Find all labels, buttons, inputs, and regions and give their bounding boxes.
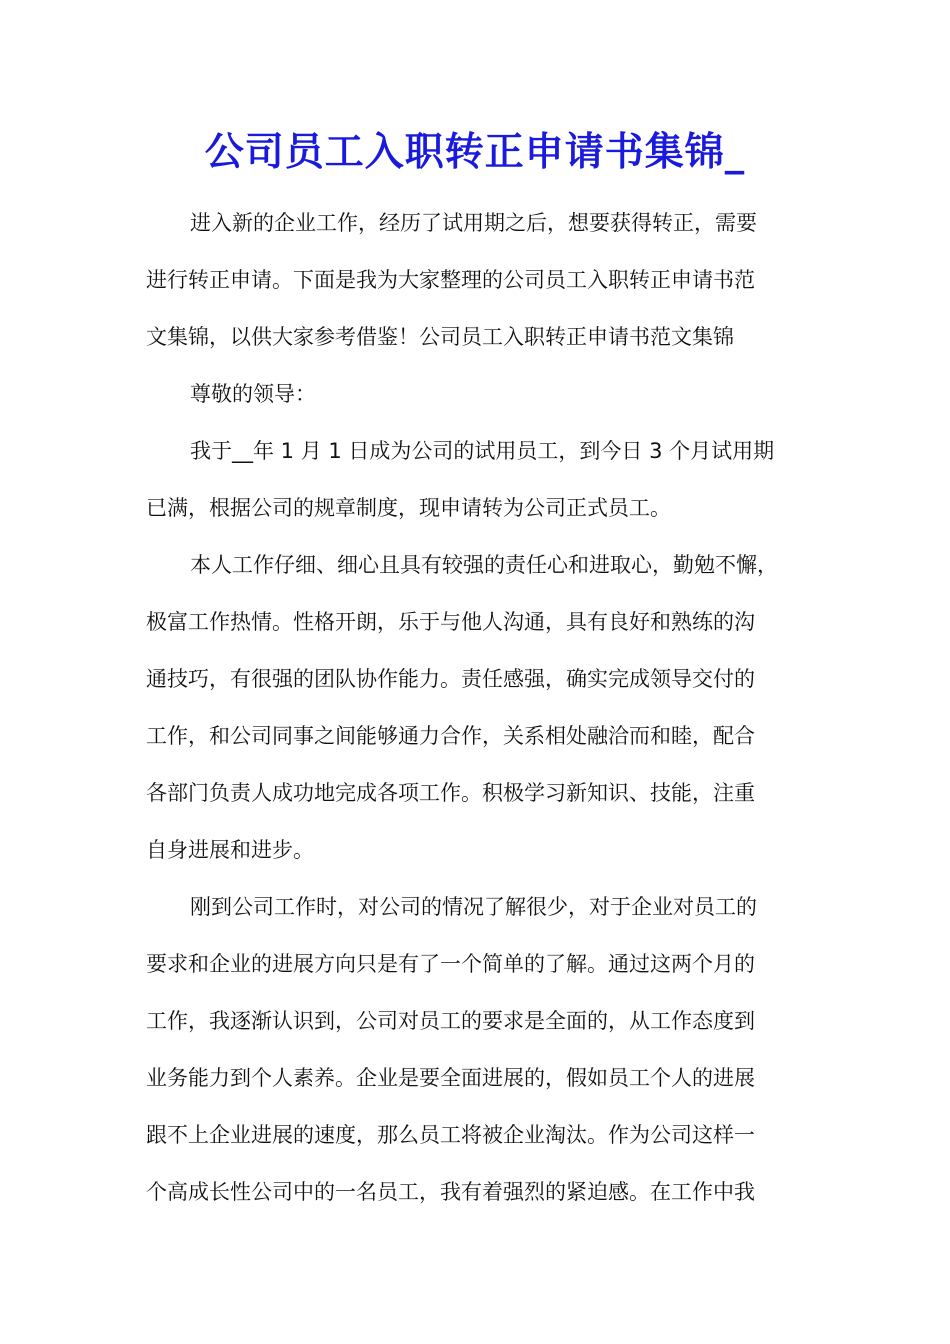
text-line: 已满，根据公司的规章制度，现申请转为公司正式员工。 [146, 496, 671, 520]
document-body [146, 195, 826, 1221]
text-line: 进入新的企业工作，经历了试用期之后，想要获得转正，需要 [190, 211, 757, 235]
text-line: 跟不上企业进展的速度，那么员工将被企业淘汰。作为公司这样一 [146, 1123, 755, 1147]
text-line: 工作，我逐渐认识到，公司对员工的要求是全面的，从工作态度到 [146, 1009, 755, 1033]
text-line: 尊敬的领导： [190, 382, 316, 406]
text-line: 各部门负责人成功地完成各项工作。积极学习新知识、技能，注重 [146, 781, 755, 805]
text-line: 我于__年 1 月 1 日成为公司的试用员工，到今日 3 个月试用期 [190, 439, 775, 463]
text-line: 极富工作热情。性格开朗，乐于与他人沟通，具有良好和熟练的沟 [146, 610, 755, 634]
text-line: 刚到公司工作时，对公司的情况了解很少，对于企业对员工的 [190, 895, 757, 919]
text-line: 通技巧，有很强的团队协作能力。责任感强，确实完成领导交付的 [146, 667, 755, 691]
text-line: 文集锦，以供大家参考借鉴！公司员工入职转正申请书范文集锦 [146, 325, 734, 349]
text-line: 进行转正申请。下面是我为大家整理的公司员工入职转正申请书范 [146, 268, 755, 292]
text-line: 要求和企业的进展方向只是有了一个简单的了解。通过这两个月的 [146, 952, 755, 976]
text-line: 个高成长性公司中的一名员工，我有着强烈的紧迫感。在工作中我 [146, 1180, 755, 1204]
text-line: 自身进展和进步。 [146, 838, 314, 862]
text-line: 工作，和公司同事之间能够通力合作，关系相处融洽而和睦，配合 [146, 724, 755, 748]
text-line: 业务能力到个人素养。企业是要全面进展的，假如员工个人的进展 [146, 1066, 755, 1090]
document-title: 公司员工入职转正申请书集锦_ [204, 129, 746, 175]
text-line: 本人工作仔细、细心且具有较强的责任心和进取心，勤勉不懈， [190, 553, 778, 577]
